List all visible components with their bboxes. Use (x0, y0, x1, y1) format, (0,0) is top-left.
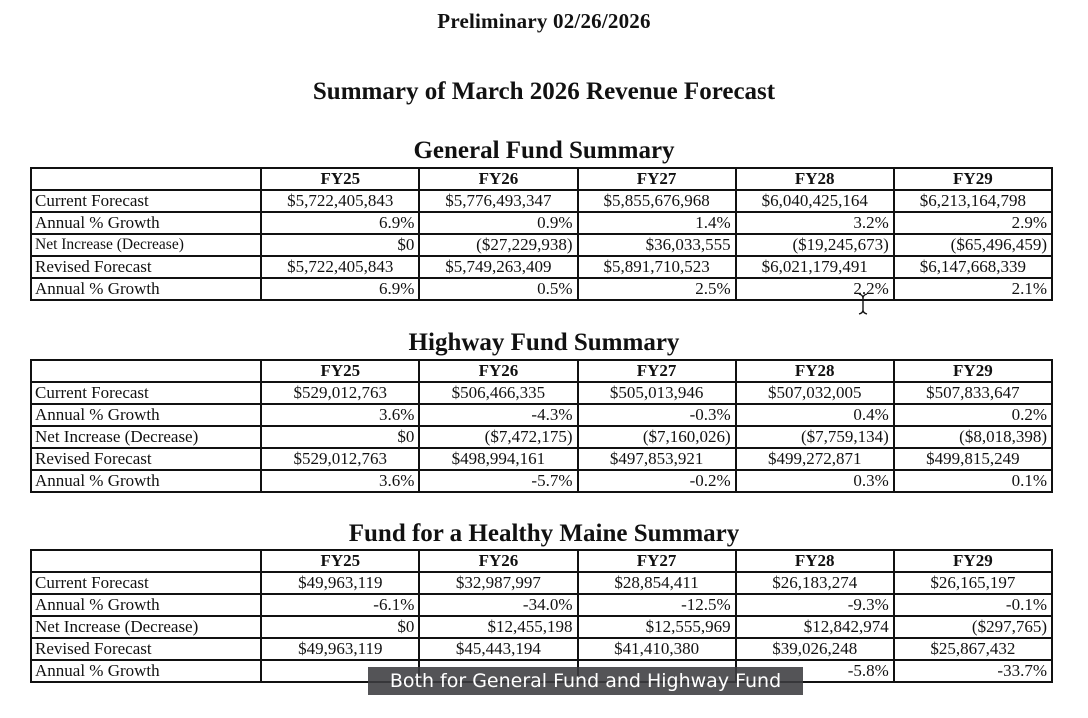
table-cell: 0.2% (894, 404, 1052, 426)
table-cell: $12,455,198 (419, 616, 577, 638)
table-cell: 3.6% (261, 404, 419, 426)
general-fund-table (30, 167, 1053, 301)
row-label: Net Increase (Decrease) (31, 234, 261, 256)
table-cell: 0.1% (894, 470, 1052, 492)
table-row (31, 382, 1052, 404)
table-row (31, 234, 1052, 256)
table-cell: 0.4% (736, 404, 894, 426)
table-cell: ($27,229,938) (419, 234, 577, 256)
video-caption: Both for General Fund and Highway Fund (368, 667, 803, 695)
column-header-fy27: FY27 (578, 550, 736, 572)
table-cell: $507,833,647 (894, 382, 1052, 404)
table-cell: ($7,160,026) (578, 426, 736, 448)
table-cell: $36,033,555 (578, 234, 736, 256)
row-label: Current Forecast (31, 572, 261, 594)
healthy-maine-fund-table (30, 549, 1053, 683)
table-cell: $506,466,335 (419, 382, 577, 404)
column-header-fy28: FY28 (736, 168, 894, 190)
table-cell: $5,722,405,843 (261, 190, 419, 212)
row-label: Annual % Growth (31, 660, 261, 682)
table-cell: $28,854,411 (578, 572, 736, 594)
row-label: Net Increase (Decrease) (31, 616, 261, 638)
table-cell: ($7,759,134) (736, 426, 894, 448)
table-row (31, 594, 1052, 616)
table-header-row (31, 168, 1052, 190)
table-cell: $49,963,119 (261, 638, 419, 660)
table-cell: 3.6% (261, 470, 419, 492)
table-cell: $6,147,668,339 (894, 256, 1052, 278)
column-header-fy25: FY25 (261, 168, 419, 190)
table-cell: $5,776,493,347 (419, 190, 577, 212)
row-label: Net Increase (Decrease) (31, 426, 261, 448)
table-cell: ($7,472,175) (419, 426, 577, 448)
table-row (31, 638, 1052, 660)
table-cell: 2.2% (736, 278, 894, 300)
table-cell: $49,963,119 (261, 572, 419, 594)
table-cell: ($19,245,673) (736, 234, 894, 256)
column-header-fy26: FY26 (419, 360, 577, 382)
row-label: Current Forecast (31, 190, 261, 212)
table-cell: $505,013,946 (578, 382, 736, 404)
table-row (31, 278, 1052, 300)
table-cell: $26,165,197 (894, 572, 1052, 594)
text-cursor-icon (858, 293, 868, 315)
table-cell: ($65,496,459) (894, 234, 1052, 256)
row-label: Annual % Growth (31, 594, 261, 616)
column-header-fy28: FY28 (736, 360, 894, 382)
table-cell: $6,040,425,164 (736, 190, 894, 212)
row-label: Annual % Growth (31, 212, 261, 234)
table-cell: -0.2% (578, 470, 736, 492)
table-cell: $12,842,974 (736, 616, 894, 638)
column-header (31, 168, 261, 190)
table-cell: $32,987,997 (419, 572, 577, 594)
table-cell: -6.1% (261, 594, 419, 616)
table-cell: $12,555,969 (578, 616, 736, 638)
table-cell: -12.5% (578, 594, 736, 616)
column-header-fy27: FY27 (578, 360, 736, 382)
table-cell: 2.5% (578, 278, 736, 300)
table-row (31, 470, 1052, 492)
table-cell: $497,853,921 (578, 448, 736, 470)
table-cell: 0.9% (419, 212, 577, 234)
table-cell: 1.4% (578, 212, 736, 234)
table-cell: $507,032,005 (736, 382, 894, 404)
table-cell: -5.8% (736, 660, 894, 682)
table-cell: $39,026,248 (736, 638, 894, 660)
column-header (31, 550, 261, 572)
table-row (31, 212, 1052, 234)
table-header-row (31, 550, 1052, 572)
row-label: Annual % Growth (31, 470, 261, 492)
column-header (31, 360, 261, 382)
table-cell: -33.7% (894, 660, 1052, 682)
row-label: Revised Forecast (31, 638, 261, 660)
table-cell: -5.7% (419, 470, 577, 492)
row-label: Revised Forecast (31, 448, 261, 470)
table-cell: 2.1% (894, 278, 1052, 300)
table-cell: $6,021,179,491 (736, 256, 894, 278)
column-header-fy27: FY27 (578, 168, 736, 190)
table-cell: -0.3% (578, 404, 736, 426)
column-header-fy26: FY26 (419, 168, 577, 190)
table-cell: -9.3% (736, 594, 894, 616)
table-cell: $5,855,676,968 (578, 190, 736, 212)
table-cell: $26,183,274 (736, 572, 894, 594)
row-label: Current Forecast (31, 382, 261, 404)
table-cell: $0 (261, 234, 419, 256)
table-header-row (31, 360, 1052, 382)
table-cell: -34.0% (419, 594, 577, 616)
table-cell: $498,994,161 (419, 448, 577, 470)
table-cell: $6,213,164,798 (894, 190, 1052, 212)
table-cell: 0.3% (736, 470, 894, 492)
table-row (31, 404, 1052, 426)
table-cell: $5,891,710,523 (578, 256, 736, 278)
table-cell: $499,815,249 (894, 448, 1052, 470)
highway-fund-title: Highway Fund Summary (408, 329, 680, 356)
table-cell: $25,867,432 (894, 638, 1052, 660)
table-cell: 6.9% (261, 212, 419, 234)
column-header-fy25: FY25 (261, 550, 419, 572)
page-title: Summary of March 2026 Revenue Forecast (312, 78, 776, 105)
table-cell: $499,272,871 (736, 448, 894, 470)
column-header-fy26: FY26 (419, 550, 577, 572)
table-cell: ($8,018,398) (894, 426, 1052, 448)
table-row (31, 448, 1052, 470)
table-cell: $5,749,263,409 (419, 256, 577, 278)
table-row (31, 572, 1052, 594)
row-label: Annual % Growth (31, 278, 261, 300)
table-cell: $0 (261, 426, 419, 448)
table-cell: $5,722,405,843 (261, 256, 419, 278)
table-row (31, 190, 1052, 212)
column-header-fy29: FY29 (894, 360, 1052, 382)
column-header-fy28: FY28 (736, 550, 894, 572)
general-fund-title: General Fund Summary (413, 137, 675, 164)
table-cell: ($297,765) (894, 616, 1052, 638)
column-header-fy29: FY29 (894, 168, 1052, 190)
table-cell: 0.5% (419, 278, 577, 300)
row-label: Annual % Growth (31, 404, 261, 426)
preliminary-date: Preliminary 02/26/2026 (437, 9, 651, 33)
table-cell: $0 (261, 616, 419, 638)
table-cell: 2.9% (894, 212, 1052, 234)
table-cell: $41,410,380 (578, 638, 736, 660)
table-cell: 3.2% (736, 212, 894, 234)
healthy-maine-fund-title: Fund for a Healthy Maine Summary (348, 520, 740, 547)
column-header-fy29: FY29 (894, 550, 1052, 572)
table-cell: $529,012,763 (261, 448, 419, 470)
column-header-fy25: FY25 (261, 360, 419, 382)
highway-fund-table (30, 359, 1053, 493)
table-cell: -0.1% (894, 594, 1052, 616)
table-cell: $529,012,763 (261, 382, 419, 404)
table-cell: -4.3% (419, 404, 577, 426)
table-row (31, 616, 1052, 638)
table-row (31, 426, 1052, 448)
table-row (31, 256, 1052, 278)
table-cell: 6.9% (261, 278, 419, 300)
table-cell: $45,443,194 (419, 638, 577, 660)
row-label: Revised Forecast (31, 256, 261, 278)
